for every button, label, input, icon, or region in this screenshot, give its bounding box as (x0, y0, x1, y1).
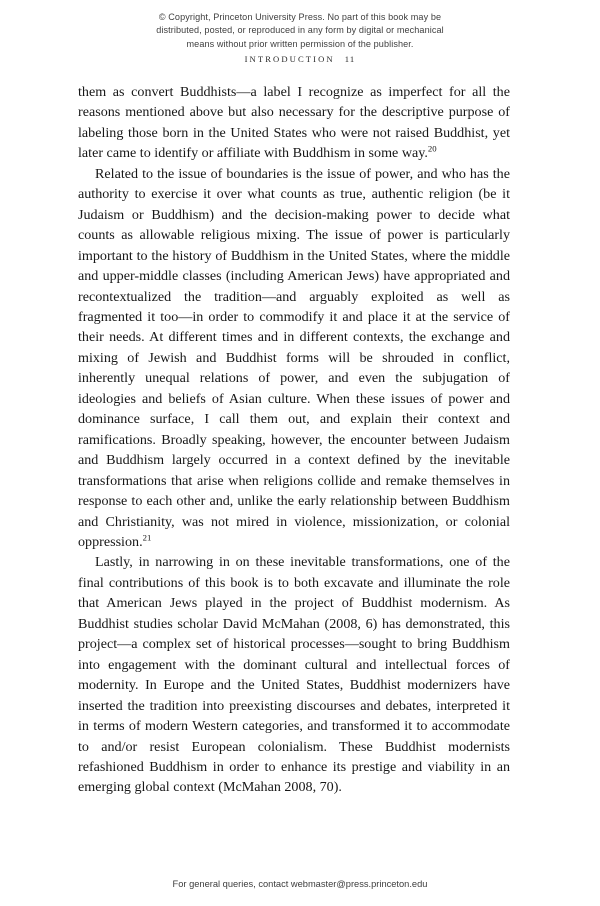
page-body-text (78, 82, 510, 798)
paragraph (78, 552, 510, 797)
paragraph-text: them as convert Buddhists—a label I recognize as imperfect for all the reasons mentioned above but also necessary for the descriptive purpose of labeling those born in the United States who were not raised Buddhist, yet later came to identify or affiliate with Buddhism in some way. (78, 84, 510, 162)
footnote-marker: 21 (142, 532, 152, 543)
footnote-marker: 20 (427, 143, 437, 154)
running-head-title: INTRODUCTION (244, 54, 335, 64)
paragraph-text: Related to the issue of boundaries is the issue of power, and who has the authority to exercise it over what counts as true, authentic religion (be it Judaism or Buddhism) and the decision-making power to decide what counts as allowable religious mixing. The issue of power is particularly important to the history of Buddhism in the United States, where the middle and upper-middle classes (including American Jews) have appropriated and recontextualized the tradition—and arguably exploited as well as fragmented it too—in order to commodify it and place it at the service of their needs. At different times and in different contexts, the exchange and mixing of Jewish and Buddhist forms will be shrouded in conflict, inherently unequal relations of power, and even the subjugation of ideologies and beliefs of Asian culture. When these issues of power and dominance surface, I call them out, and explain their context and ramifications. Broadly speaking, however, the encounter between Judaism and Buddhism largely occurred in a context defined by the inevitable transformations that arise when religions collide and remake themselves in response to each other and, unlike the early relationship between Buddhism and Christianity, was not mired in violence, missionization, or colonial oppression. (78, 165, 510, 550)
running-head (0, 54, 600, 64)
copyright-line-3: means without prior written permission of the publisher. (186, 38, 414, 49)
copyright-line-1: © Copyright, Princeton University Press. No part of this book may be (158, 12, 442, 22)
copyright-notice (0, 11, 600, 51)
paragraph (78, 164, 510, 553)
paragraph (78, 82, 510, 164)
copyright-line-2: distributed, posted, or reproduced in any form by digital or mechanical (156, 25, 444, 36)
page-number: 11 (344, 54, 356, 64)
paragraph-text: Lastly, in narrowing in on these inevitable transformations, one of the final contributions of this book is to both excavate and illuminate the role that American Jews played in the project of Buddhist modernism. As Buddhist studies scholar David McMahan (2008, 6) has demonstrated, this project—a complex set of historical processes—sought to bring Buddhism into engagement with the dominant cultural and intellectual forces of modernity. In Europe and the United States, Buddhist modernizers have inserted the tradition into preexisting discourses and debates, interpreted it in terms of modern Western categories, and transformed it to accommodate to and/or resist European colonialism. These Buddhist modernists refashioned Buddhism in order to enhance its prestige and viability in an emerging global context (McMahan 2008, 70). (78, 554, 510, 796)
footer-query-line: For general queries, contact webmaster@press.princeton.edu (172, 879, 428, 889)
